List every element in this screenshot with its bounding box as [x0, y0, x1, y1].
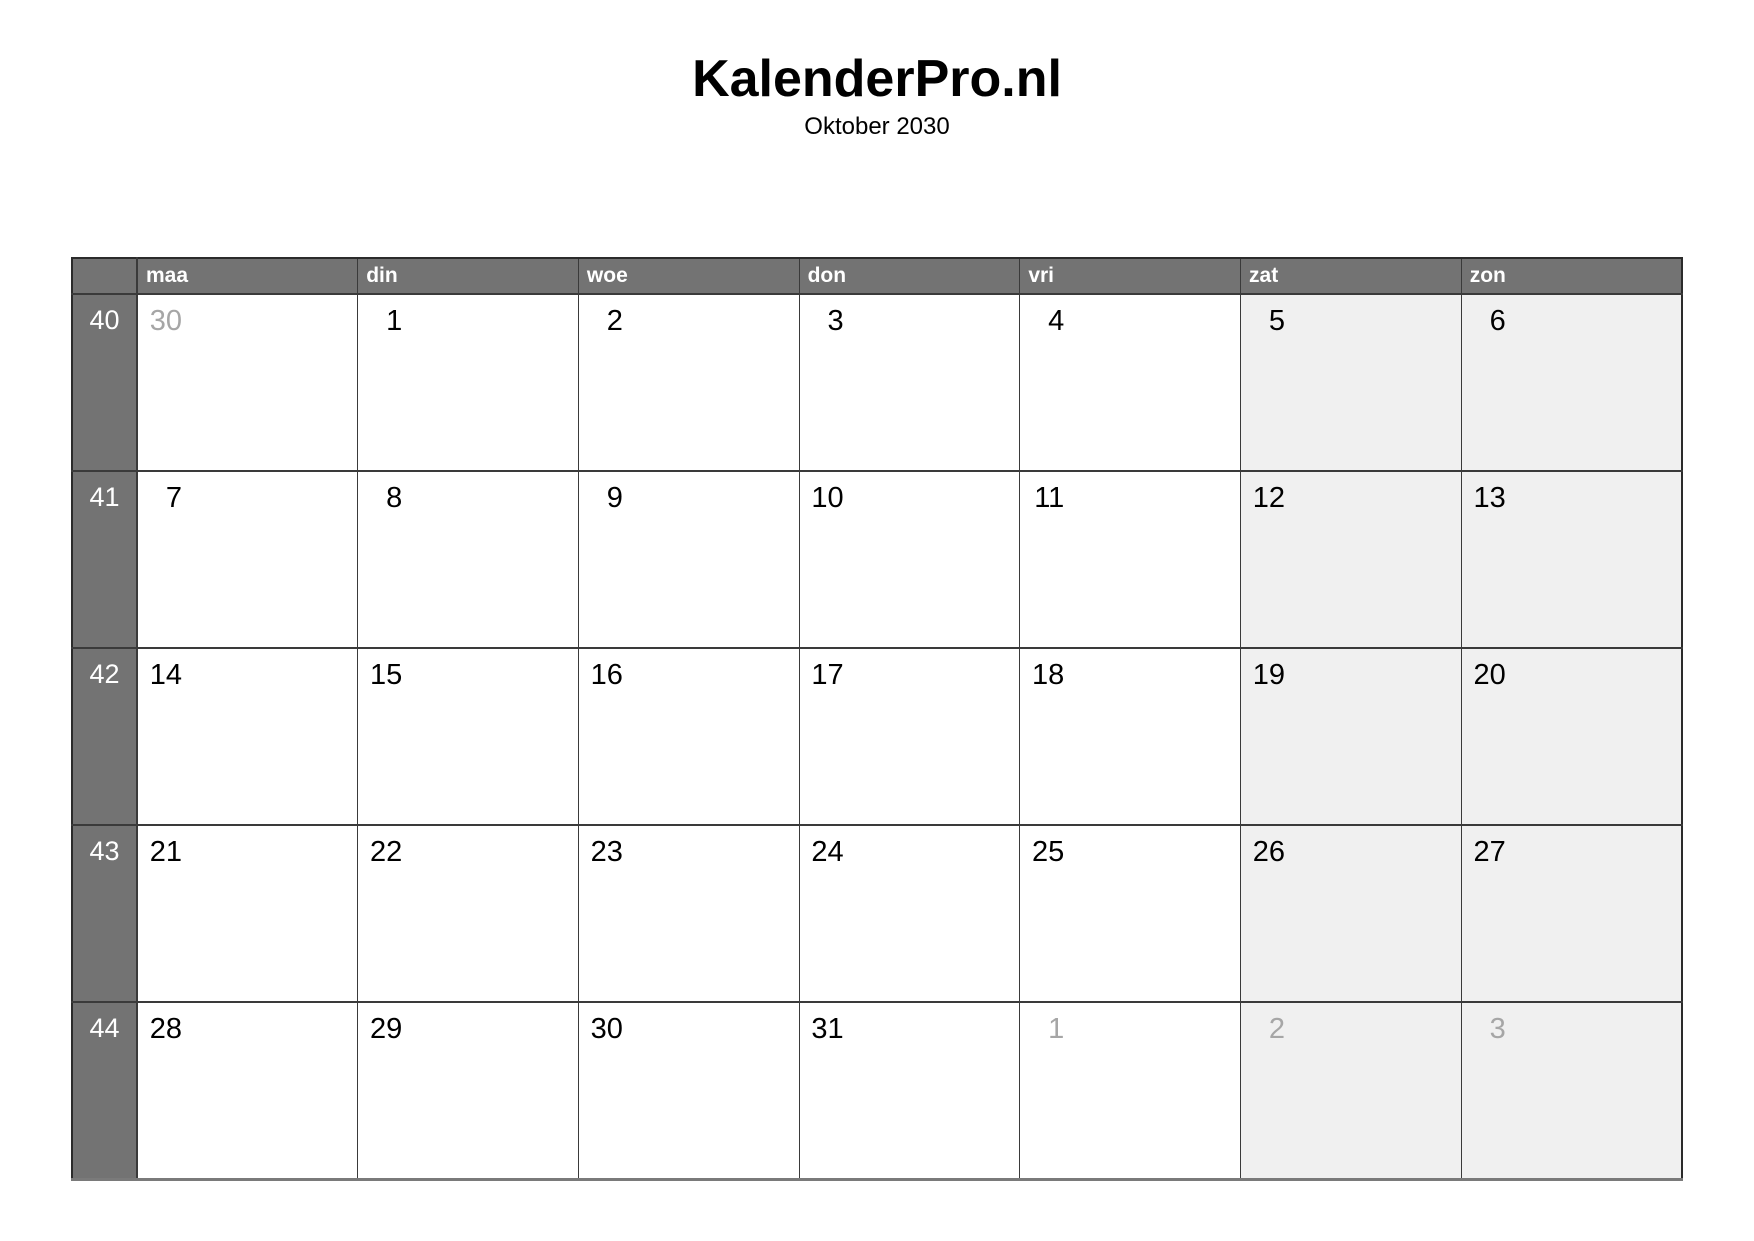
day-cell — [137, 471, 358, 648]
day-number: 30 — [149, 305, 182, 337]
day-number: 26 — [1252, 836, 1286, 868]
day-number: 13 — [1473, 482, 1506, 514]
day-cell — [137, 1002, 358, 1179]
day-cell — [1020, 648, 1241, 825]
day-cell — [1020, 825, 1241, 1002]
day-number: 28 — [149, 1013, 182, 1045]
day-cell — [1020, 294, 1241, 471]
day-cell — [358, 825, 579, 1002]
week-column-header — [72, 258, 137, 294]
day-number: 4 — [1048, 305, 1065, 337]
day-number: 30 — [590, 1013, 623, 1045]
day-cell — [1241, 825, 1462, 1002]
day-cell — [1461, 825, 1682, 1002]
day-cell — [799, 825, 1020, 1002]
week-number: 43 — [72, 825, 137, 1002]
day-header-vri: vri — [1020, 258, 1241, 294]
day-number: 23 — [590, 836, 623, 868]
day-cell — [1461, 471, 1682, 648]
day-cell — [799, 1002, 1020, 1179]
day-cell — [1241, 1002, 1462, 1179]
day-number: 31 — [811, 1013, 844, 1045]
day-number: 3 — [1489, 1013, 1506, 1045]
day-header-row — [72, 258, 1682, 294]
day-cell — [1241, 471, 1462, 648]
week-row — [72, 1002, 1682, 1179]
day-number: 9 — [606, 482, 623, 514]
day-cell — [1461, 648, 1682, 825]
day-cell — [578, 471, 799, 648]
week-number: 44 — [72, 1002, 137, 1179]
day-cell — [1241, 294, 1462, 471]
day-cell — [1020, 1002, 1241, 1179]
day-number: 29 — [369, 1013, 403, 1045]
day-number: 14 — [149, 659, 182, 691]
day-number: 21 — [149, 836, 182, 868]
day-header-woe: woe — [578, 258, 799, 294]
day-number: 15 — [369, 659, 403, 691]
day-header-maa: maa — [137, 258, 358, 294]
day-number: 1 — [386, 305, 403, 337]
day-cell — [358, 648, 579, 825]
day-cell — [137, 648, 358, 825]
day-cell — [578, 1002, 799, 1179]
day-cell — [358, 1002, 579, 1179]
day-number: 2 — [606, 305, 623, 337]
page-header — [0, 52, 1754, 140]
day-number: 27 — [1473, 836, 1506, 868]
day-cell — [799, 294, 1020, 471]
day-number: 6 — [1489, 305, 1506, 337]
day-cell — [578, 825, 799, 1002]
day-number: 19 — [1252, 659, 1286, 691]
day-number: 17 — [811, 659, 844, 691]
day-cell — [799, 648, 1020, 825]
week-row — [72, 825, 1682, 1002]
day-number: 5 — [1268, 305, 1286, 337]
week-row — [72, 294, 1682, 471]
calendar-table — [71, 257, 1683, 1181]
day-number: 8 — [386, 482, 403, 514]
day-cell — [1241, 648, 1462, 825]
day-number: 2 — [1268, 1013, 1286, 1045]
week-row — [72, 648, 1682, 825]
day-number: 18 — [1032, 659, 1065, 691]
month-year-subtitle: Oktober 2030 — [804, 113, 950, 140]
day-cell — [1020, 471, 1241, 648]
day-number: 24 — [811, 836, 844, 868]
day-number: 10 — [811, 482, 844, 514]
day-number: 1 — [1048, 1013, 1065, 1045]
day-cell — [1461, 294, 1682, 471]
day-cell — [799, 471, 1020, 648]
day-header-din: din — [358, 258, 579, 294]
day-number: 3 — [827, 305, 844, 337]
day-number: 22 — [369, 836, 403, 868]
day-header-zon: zon — [1461, 258, 1682, 294]
day-cell — [578, 648, 799, 825]
day-number: 16 — [590, 659, 623, 691]
day-number: 11 — [1034, 482, 1065, 514]
day-cell — [358, 294, 579, 471]
day-number: 20 — [1473, 659, 1506, 691]
week-number: 42 — [72, 648, 137, 825]
week-row — [72, 471, 1682, 648]
week-number: 41 — [72, 471, 137, 648]
day-cell — [358, 471, 579, 648]
day-header-zat: zat — [1241, 258, 1462, 294]
day-number: 25 — [1032, 836, 1065, 868]
day-cell — [1461, 1002, 1682, 1179]
day-cell — [137, 294, 358, 471]
site-title: KalenderPro.nl — [692, 50, 1062, 108]
day-header-don: don — [799, 258, 1020, 294]
day-cell — [137, 825, 358, 1002]
week-number: 40 — [72, 294, 137, 471]
day-cell — [578, 294, 799, 471]
day-number: 12 — [1252, 482, 1286, 514]
day-number: 7 — [165, 482, 182, 514]
